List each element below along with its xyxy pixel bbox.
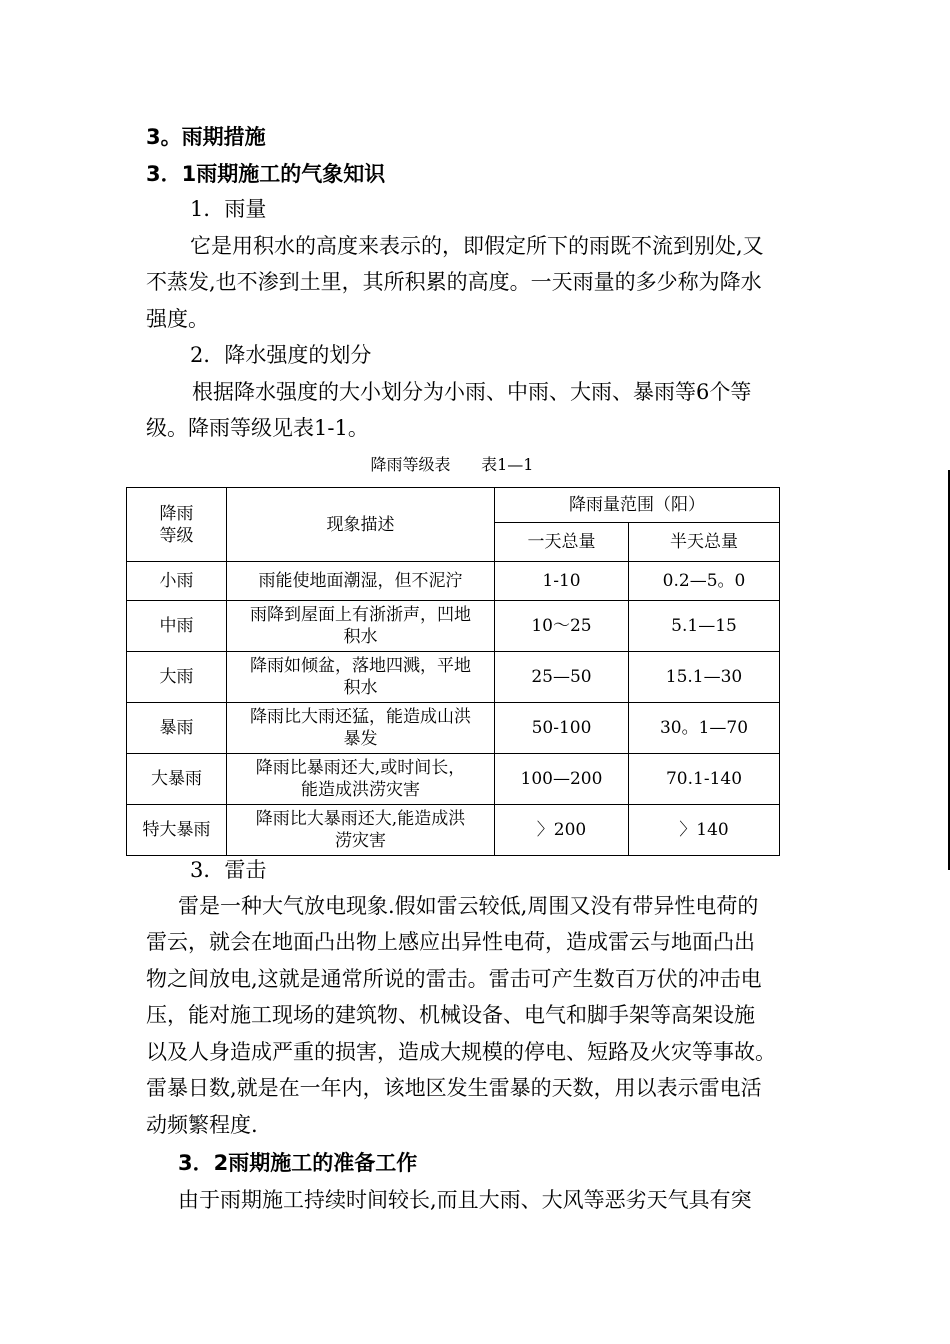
paragraph-line: 根据降水强度的大小划分为小雨、中雨、大雨、暴雨等6个等 <box>192 380 752 404</box>
paragraph-line: 物之间放电,这就是通常所说的雷击。雷击可产生数百万伏的冲击电 <box>146 967 762 991</box>
section-heading: 3。雨期措施 <box>146 125 266 149</box>
paragraph-line: 动频繁程度. <box>146 1113 258 1137</box>
header-rainfall-range: 降雨量范围（阳） <box>495 488 780 523</box>
table-row <box>127 562 780 601</box>
cell-day-total: 100—200 <box>495 754 629 805</box>
cell-halfday-total: 30。1—70 <box>629 703 780 754</box>
cell-halfday-total: 〉140 <box>629 805 780 856</box>
table-row <box>127 652 780 703</box>
header-grade: 降雨 等级 <box>127 488 227 562</box>
item-title-lightning: 3．雷击 <box>190 858 267 882</box>
paragraph-line: 它是用积水的高度来表示的，即假定所下的雨既不流到别处,又 <box>190 234 764 258</box>
table-caption: 降雨等级表 表1—1 <box>370 455 534 474</box>
cell-description: 雨能使地面潮湿，但不泥泞 <box>227 562 495 601</box>
cell-description: 降雨比大暴雨还大,能造成洪 涝灾害 <box>227 805 495 856</box>
paragraph-line: 不蒸发,也不渗到土里，其所积累的高度。一天雨量的多少称为降水 <box>146 270 762 294</box>
cell-grade: 小雨 <box>127 562 227 601</box>
subsection-heading-3-1: 3．1雨期施工的气象知识 <box>146 162 386 186</box>
cell-day-total: 〉200 <box>495 805 629 856</box>
paragraph-line: 由于雨期施工持续时间较长,而且大雨、大风等恶劣天气具有突 <box>178 1188 752 1212</box>
cell-day-total: 1-10 <box>495 562 629 601</box>
cell-day-total: 10～25 <box>495 601 629 652</box>
cell-description: 降雨比大雨还猛，能造成山洪 暴发 <box>227 703 495 754</box>
header-halfday-total: 半天总量 <box>629 523 780 562</box>
cell-grade: 暴雨 <box>127 703 227 754</box>
cell-grade: 大雨 <box>127 652 227 703</box>
cell-day-total: 50-100 <box>495 703 629 754</box>
cell-day-total: 25—50 <box>495 652 629 703</box>
subsection-heading-3-2: 3．2雨期施工的准备工作 <box>178 1151 418 1175</box>
paragraph-line: 以及人身造成严重的损害，造成大规模的停电、短路及火灾等事故。 <box>146 1040 776 1064</box>
table-row <box>127 703 780 754</box>
cell-description: 降雨比暴雨还大,或时间长， 能造成洪涝灾害 <box>227 754 495 805</box>
cell-description: 降雨如倾盆，落地四溅，平地 积水 <box>227 652 495 703</box>
item-title-intensity: 2．降水强度的划分 <box>190 343 372 367</box>
paragraph-line: 雷云，就会在地面凸出物上感应出异性电荷，造成雷云与地面凸出 <box>146 930 755 954</box>
paragraph-line: 雷暴日数,就是在一年内，该地区发生雷暴的天数，用以表示雷电活 <box>146 1076 762 1100</box>
table-row <box>127 805 780 856</box>
paragraph-line: 压，能对施工现场的建筑物、机械设备、电气和脚手架等高架设施 <box>146 1003 755 1027</box>
cell-grade: 特大暴雨 <box>127 805 227 856</box>
cell-halfday-total: 0.2—5。0 <box>629 562 780 601</box>
table-row <box>127 601 780 652</box>
item-title-rainfall: 1．雨量 <box>190 197 267 221</box>
cell-grade: 大暴雨 <box>127 754 227 805</box>
cell-halfday-total: 70.1-140 <box>629 754 780 805</box>
cell-description: 雨降到屋面上有浙浙声，凹地 积水 <box>227 601 495 652</box>
paragraph-line: 雷是一种大气放电现象.假如雷云较低,周围又没有带异性电荷的 <box>178 894 759 918</box>
header-day-total: 一天总量 <box>495 523 629 562</box>
cell-grade: 中雨 <box>127 601 227 652</box>
header-description: 现象描述 <box>227 488 495 562</box>
cell-halfday-total: 5.1—15 <box>629 601 780 652</box>
rainfall-grade-table <box>126 487 780 856</box>
paragraph-line: 强度。 <box>146 307 209 331</box>
table-row <box>127 754 780 805</box>
cell-halfday-total: 15.1—30 <box>629 652 780 703</box>
paragraph-line: 级。降雨等级见表1-1。 <box>146 416 369 440</box>
